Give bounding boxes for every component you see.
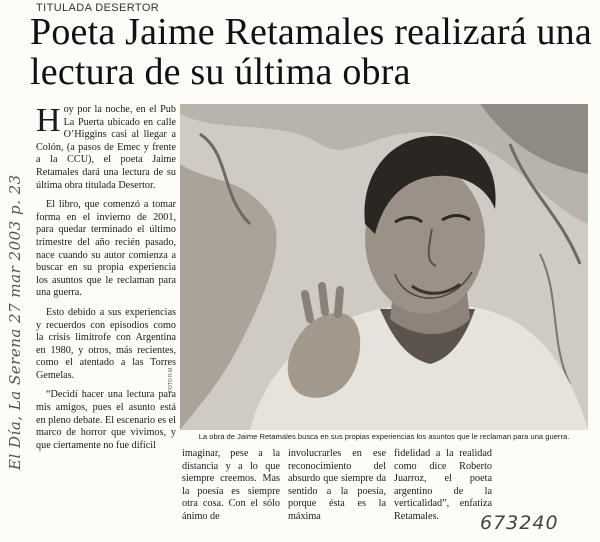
- drop-cap: H: [36, 102, 61, 139]
- bottom-paragraph-3: fidelidad a la realidad como dice Roberto Juarroz, el poeta argentino de la verticalidad”, enfatiza Retamales.: [394, 448, 492, 522]
- article-photo: [180, 104, 588, 430]
- article-column-bottom-2: [288, 448, 386, 524]
- paragraph-3: Esto debido a sus experiencias y recuerdos con episodios como la crisis limítrofe con Argentina en 1980, y otros, más recientes, como el atentado a las Torres Gemelas.: [36, 306, 176, 381]
- handwritten-margin-note: El Día, La Serena 27 mar 2003 p. 23: [6, 174, 24, 470]
- paragraph-4: “Decidí hacer una lectura para mis amigos, pues el asunto está en pleno debate. El escenario es el marco de horror que vivimos, y que ciertamente no fue difícil: [36, 389, 177, 451]
- paragraph-2: El libro, que comenzó a tomar forma en el invierno de 2001, para quedar terminado el último trimestre del año recién pasado, nace cuando su autor comienza a buscar en su propia experiencia los asuntos que le reclaman para una guerra.: [36, 199, 176, 299]
- paragraph-1-text: oy por la noche, en el Pub La Puerta ubicado en calle O’Higgins casi al llegar a Colón, (a pasos de Emec y frente a la CCU), el poeta Jaime Retamales dará una lectura de su última obra titulada Desertor.: [36, 104, 176, 191]
- bottom-paragraph-2: involucrarles en ese reconocimiento del absurdo que siempre da sentido a la poesía, porque ésta es la máxima: [288, 448, 386, 522]
- kicker: TITULADA DESERTOR: [36, 2, 160, 14]
- bottom-paragraph-1: imaginar, pese a la distancia y a lo que siempre creemos. Mas la poesía es siempre otra cosa. Con el sólo ánimo de: [182, 448, 280, 522]
- portrait-photo-illustration: [180, 104, 588, 430]
- article-column-left: [36, 104, 176, 459]
- photo-credit: FOTO R.M.: [168, 366, 174, 392]
- photo-caption: La obra de Jaime Retamales busca en sus propias experiencias los asuntos que le reclaman para una guerra.: [198, 432, 570, 441]
- article-column-bottom-3: [394, 448, 492, 524]
- headline: Poeta Jaime Retamales realizará una lectura de su última obra: [30, 11, 592, 93]
- article-column-bottom-1: [182, 448, 280, 524]
- handwritten-catalog-number: 673240: [480, 512, 559, 534]
- paragraph-1: [36, 104, 176, 192]
